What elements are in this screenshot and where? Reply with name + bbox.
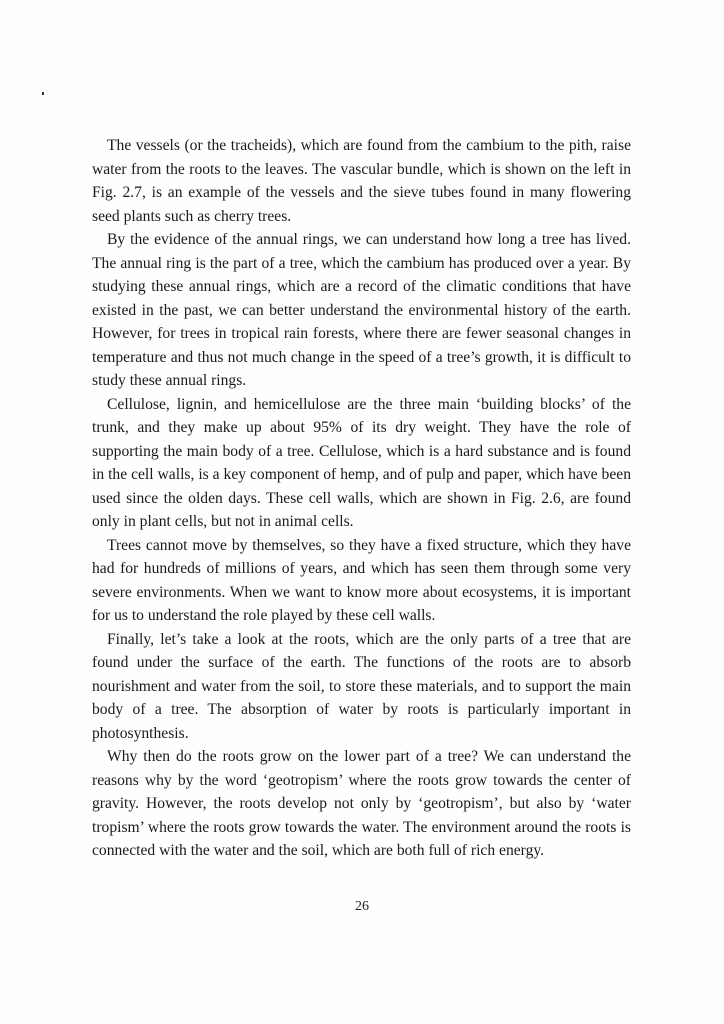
paragraph-building-blocks: Cellulose, lignin, and hemicellulose are the three main ‘building blocks’ of the trunk, and they make up about 95% of its dry weight. They have the role of supporting the main body of a tree. Cellulose, which is a hard substance and is found in the cell walls, is a key component of hemp, and of pulp and paper, which have been used since the olden days. These cell walls, which are shown in Fig. 2.6, are found only in plant cells, but not in animal cells. bbox=[92, 395, 631, 530]
body-text bbox=[92, 134, 631, 863]
page-number: 26 bbox=[355, 899, 369, 914]
paragraph-roots: Finally, let’s take a look at the roots, which are the only parts of a tree that are found under the surface of the earth. The functions of the roots are to absorb nourishment and water from the soil, to store these materials, and to support the main body of a tree. The absorption of water by roots is particularly important in photosynthesis. bbox=[92, 630, 631, 742]
paragraph-geotropism: Why then do the roots grow on the lower part of a tree? We can understand the reasons why by the word ‘geotropism’ where the roots grow towards the center of gravity. However, the roots develop not only by ‘geotropism’, but also by ‘water tropism’ where the roots grow towards the water. The environment around the roots is connected with the water and the soil, which are both full of rich energy. bbox=[92, 748, 631, 859]
paragraph-annual-rings: By the evidence of the annual rings, we can understand how long a tree has lived. The annual ring is the part of a tree, which the cambium has produced over a year. By studying these annual rings, which are a record of the climatic conditions that have existed in the past, we can better understand the environmental history of the earth. However, for trees in tropical rain forests, where there are fewer seasonal changes in temperature and thus not much change in the speed of a tree’s growth, it is difficult to study these annual rings. bbox=[92, 231, 631, 389]
scan-artifact bbox=[42, 92, 44, 95]
paragraph-vessels: The vessels (or the tracheids), which are found from the cambium to the pith, raise water from the roots to the leaves. The vascular bundle, which is shown on the left in Fig. 2.7, is an example of the vessels and the sieve tubes found in many flowering seed plants such as cherry trees. bbox=[92, 137, 631, 225]
paragraph-fixed-structure: Trees cannot move by themselves, so they have a fixed structure, which they have had for hundreds of millions of years, and which has seen them through some very severe environments. When we want to know more about ecosystems, it is important for us to understand the role played by these cell walls. bbox=[92, 536, 631, 624]
